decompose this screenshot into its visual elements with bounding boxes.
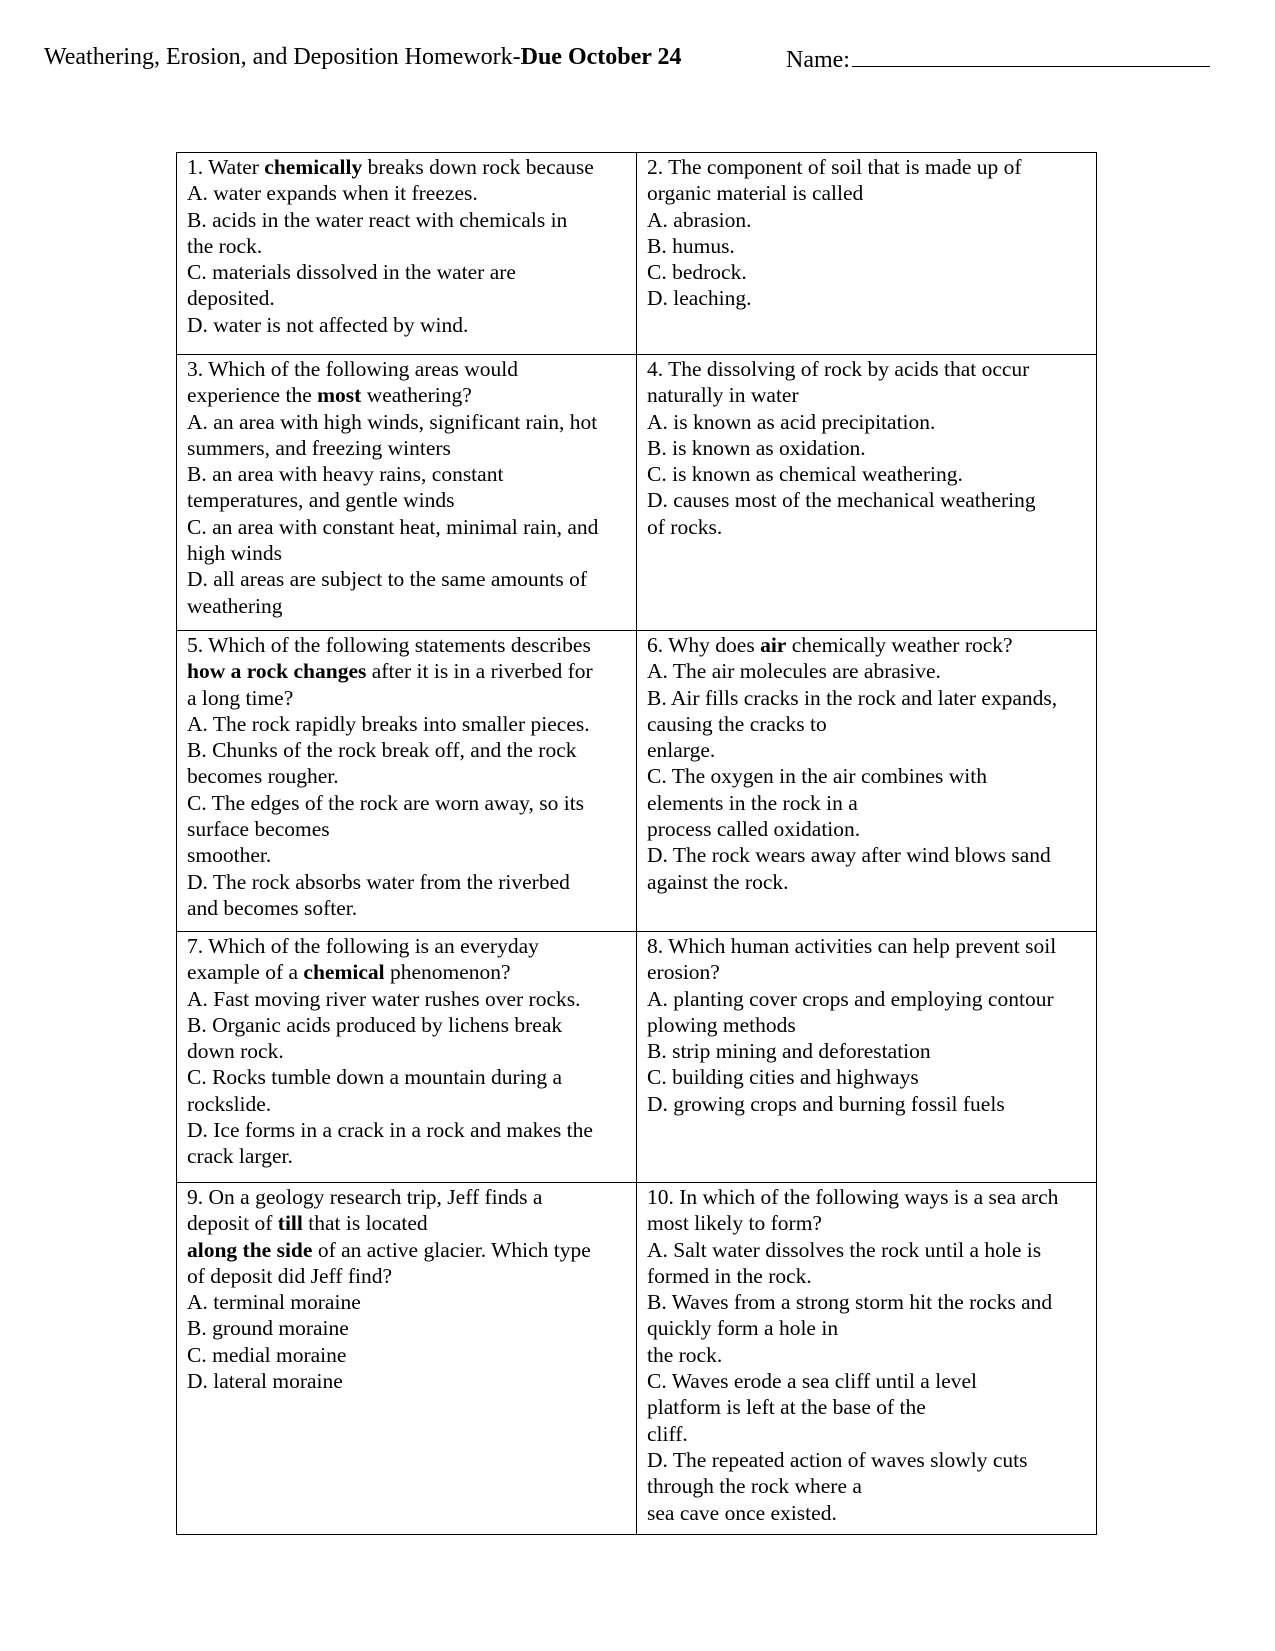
answer-choice: D. lateral moraine xyxy=(187,1369,343,1394)
question-stem-line xyxy=(187,154,626,180)
answer-choice: C. bedrock. xyxy=(647,260,747,285)
answer-continuation: of rocks. xyxy=(647,514,723,539)
question-stem-line xyxy=(187,356,626,382)
name-blank-line[interactable] xyxy=(852,40,1210,67)
question-stem-line xyxy=(187,1237,626,1263)
answer-choice: B. Organic acids produced by lichens break xyxy=(187,1012,563,1037)
name-field[interactable] xyxy=(786,40,1210,77)
answer-choice: D. The repeated action of waves slowly cuts xyxy=(647,1447,1028,1472)
bold-term: chemically xyxy=(264,155,363,179)
answer-choice: A. terminal moraine xyxy=(187,1290,361,1315)
answer-choice: B. is known as oxidation. xyxy=(647,435,866,460)
question-stem-line xyxy=(187,658,626,684)
title-prefix: Weathering, Erosion, and Deposition Homework- xyxy=(44,44,521,70)
answer-continuation: and becomes softer. xyxy=(187,895,358,920)
answer-choice: B. Air fills cracks in the rock and later expands, xyxy=(647,685,1058,710)
answer-choice: B. acids in the water react with chemicals in xyxy=(187,207,568,232)
answer-choice: C. materials dissolved in the water are xyxy=(187,260,516,285)
question-stem-line xyxy=(647,356,1086,382)
bold-term: how a rock changes xyxy=(187,659,367,684)
answer-choice: A. The rock rapidly breaks into smaller pieces. xyxy=(187,711,590,736)
stem-text: of an active glacier. Which type xyxy=(312,1237,591,1262)
question-stem-line xyxy=(187,1263,626,1289)
stem-text: naturally in water xyxy=(647,383,799,408)
question-stem-line xyxy=(187,632,626,658)
question-stem-line xyxy=(647,632,1086,658)
answer-continuation: rockslide. xyxy=(187,1091,272,1116)
stem-text: deposit of xyxy=(187,1211,278,1236)
answer-choice: D. all areas are subject to the same amounts of xyxy=(187,567,587,592)
answer-choice: C. Waves erode a sea cliff until a level xyxy=(647,1369,978,1394)
stem-text: erosion? xyxy=(647,960,720,985)
answer-choice: B. humus. xyxy=(647,233,735,258)
question-stem-line xyxy=(647,154,1086,180)
question-stem-line xyxy=(187,382,626,408)
answer-choice: C. The edges of the rock are worn away, so its xyxy=(187,790,585,815)
stem-text: weathering? xyxy=(361,383,472,408)
stem-text: 8. Which human activities can help prevent soil xyxy=(647,934,1057,958)
answer-continuation: process called oxidation. xyxy=(647,817,861,842)
stem-text: 4. The dissolving of rock by acids that occur xyxy=(647,357,1030,381)
question-row xyxy=(177,153,1097,355)
answer-continuation: platform is left at the base of the xyxy=(647,1395,926,1420)
stem-text: breaks down rock because xyxy=(362,155,594,179)
stem-text: of deposit did Jeff find? xyxy=(187,1263,393,1288)
answer-choice: C. building cities and highways xyxy=(647,1065,919,1090)
answer-choice: C. medial moraine xyxy=(187,1342,347,1367)
answer-continuation: surface becomes xyxy=(187,817,330,842)
question-row xyxy=(177,355,1097,631)
answer-continuation: becomes rougher. xyxy=(187,764,339,789)
answer-choice: A. The air molecules are abrasive. xyxy=(647,659,941,684)
question-stem-line xyxy=(187,1210,626,1236)
question-stem-line xyxy=(647,1184,1086,1210)
answer-continuation: the rock. xyxy=(647,1342,723,1367)
stem-text: phenomenon? xyxy=(384,960,511,985)
stem-text: 7. Which of the following is an everyday xyxy=(187,934,539,958)
name-label: Name: xyxy=(786,47,850,73)
stem-text: chemically weather rock? xyxy=(786,633,1013,657)
answer-choice: D. The rock absorbs water from the riverbed xyxy=(187,869,570,894)
question-stem-line xyxy=(187,933,626,959)
answer-choice: B. Waves from a strong storm hit the rocks and xyxy=(647,1290,1053,1315)
answer-continuation: down rock. xyxy=(187,1039,284,1064)
answer-continuation: enlarge. xyxy=(647,738,716,763)
answer-continuation: formed in the rock. xyxy=(647,1263,812,1288)
answer-continuation: the rock. xyxy=(187,233,263,258)
question-stem-line xyxy=(647,180,1086,206)
question-cell xyxy=(177,631,637,932)
stem-text: 9. On a geology research trip, Jeff finds a xyxy=(187,1185,543,1209)
answer-continuation: quickly form a hole in xyxy=(647,1316,839,1341)
answer-choice: C. The oxygen in the air combines with xyxy=(647,764,987,789)
page-header xyxy=(44,40,1234,74)
stem-text: 3. Which of the following areas would xyxy=(187,357,518,381)
answer-continuation: summers, and freezing winters xyxy=(187,435,451,460)
worksheet-title xyxy=(44,40,682,74)
answer-choice: D. leaching. xyxy=(647,286,752,311)
stem-text: after it is in a riverbed for xyxy=(366,659,593,684)
answer-continuation: cliff. xyxy=(647,1421,688,1446)
answer-choice: C. an area with constant heat, minimal rain, and xyxy=(187,514,599,539)
answer-continuation: temperatures, and gentle winds xyxy=(187,488,455,513)
stem-text: that is located xyxy=(302,1211,428,1236)
question-stem-line xyxy=(647,959,1086,985)
answer-choice: A. an area with high winds, significant rain, hot xyxy=(187,409,598,434)
title-due-date: Due October 24 xyxy=(520,44,682,70)
question-row xyxy=(177,1183,1097,1535)
answer-continuation: high winds xyxy=(187,541,282,566)
bold-term: air xyxy=(760,633,787,657)
answer-choice: D. growing crops and burning fossil fuels xyxy=(647,1091,1005,1116)
answer-continuation: causing the cracks to xyxy=(647,711,827,736)
question-stem-line xyxy=(187,685,626,711)
answer-continuation: weathering xyxy=(187,593,283,618)
bold-term: along the side xyxy=(187,1237,313,1262)
question-cell xyxy=(637,932,1097,1183)
question-stem-line xyxy=(647,1210,1086,1236)
answer-continuation: through the rock where a xyxy=(647,1474,862,1499)
question-cell xyxy=(177,932,637,1183)
answer-continuation: deposited. xyxy=(187,286,275,311)
stem-text: example of a xyxy=(187,960,304,985)
question-cell xyxy=(177,355,637,631)
answer-choice: A. water expands when it freezes. xyxy=(187,181,478,206)
question-stem-line xyxy=(647,933,1086,959)
bold-term: chemical xyxy=(303,960,385,985)
stem-text: 6. Why does xyxy=(647,633,761,657)
answer-choice: A. is known as acid precipitation. xyxy=(647,409,936,434)
answer-choice: D. The rock wears away after wind blows sand xyxy=(647,843,1051,868)
answer-choice: A. Fast moving river water rushes over rocks. xyxy=(187,986,581,1011)
answer-continuation: elements in the rock in a xyxy=(647,790,858,815)
question-cell xyxy=(637,631,1097,932)
answer-choice: B. strip mining and deforestation xyxy=(647,1039,931,1064)
answer-continuation: sea cave once existed. xyxy=(647,1500,837,1525)
answer-choice: D. causes most of the mechanical weathering xyxy=(647,488,1036,513)
stem-text: 10. In which of the following ways is a sea arch xyxy=(647,1185,1059,1209)
answer-choice: D. Ice forms in a crack in a rock and makes the xyxy=(187,1118,593,1143)
stem-text: organic material is called xyxy=(647,181,864,206)
question-cell xyxy=(637,153,1097,355)
question-cell xyxy=(177,1183,637,1535)
answer-continuation: against the rock. xyxy=(647,869,789,894)
stem-text: 5. Which of the following statements describes xyxy=(187,633,591,657)
stem-text: 1. Water xyxy=(187,155,265,179)
answer-continuation: smoother. xyxy=(187,843,272,868)
stem-text: most likely to form? xyxy=(647,1211,822,1236)
question-row xyxy=(177,932,1097,1183)
answer-choice: C. is known as chemical weathering. xyxy=(647,462,963,487)
answer-choice: A. Salt water dissolves the rock until a hole is xyxy=(647,1237,1042,1262)
answer-continuation: crack larger. xyxy=(187,1144,293,1169)
answer-choice: A. planting cover crops and employing contour xyxy=(647,986,1054,1011)
questions-table xyxy=(176,152,1097,1535)
answer-choice: D. water is not affected by wind. xyxy=(187,312,469,337)
question-row xyxy=(177,631,1097,932)
answer-choice: B. ground moraine xyxy=(187,1316,349,1341)
bold-term: most xyxy=(317,383,362,408)
stem-text: experience the xyxy=(187,383,318,408)
stem-text: a long time? xyxy=(187,685,294,710)
question-cell xyxy=(177,153,637,355)
answer-choice: C. Rocks tumble down a mountain during a xyxy=(187,1065,563,1090)
answer-choice: B. an area with heavy rains, constant xyxy=(187,462,504,487)
answer-choice: B. Chunks of the rock break off, and the rock xyxy=(187,738,577,763)
question-cell xyxy=(637,1183,1097,1535)
question-stem-line xyxy=(187,959,626,985)
answer-continuation: plowing methods xyxy=(647,1012,796,1037)
answer-choice: A. abrasion. xyxy=(647,207,752,232)
question-cell xyxy=(637,355,1097,631)
question-stem-line xyxy=(647,382,1086,408)
question-stem-line xyxy=(187,1184,626,1210)
stem-text: 2. The component of soil that is made up of xyxy=(647,155,1022,179)
bold-term: till xyxy=(277,1211,303,1236)
